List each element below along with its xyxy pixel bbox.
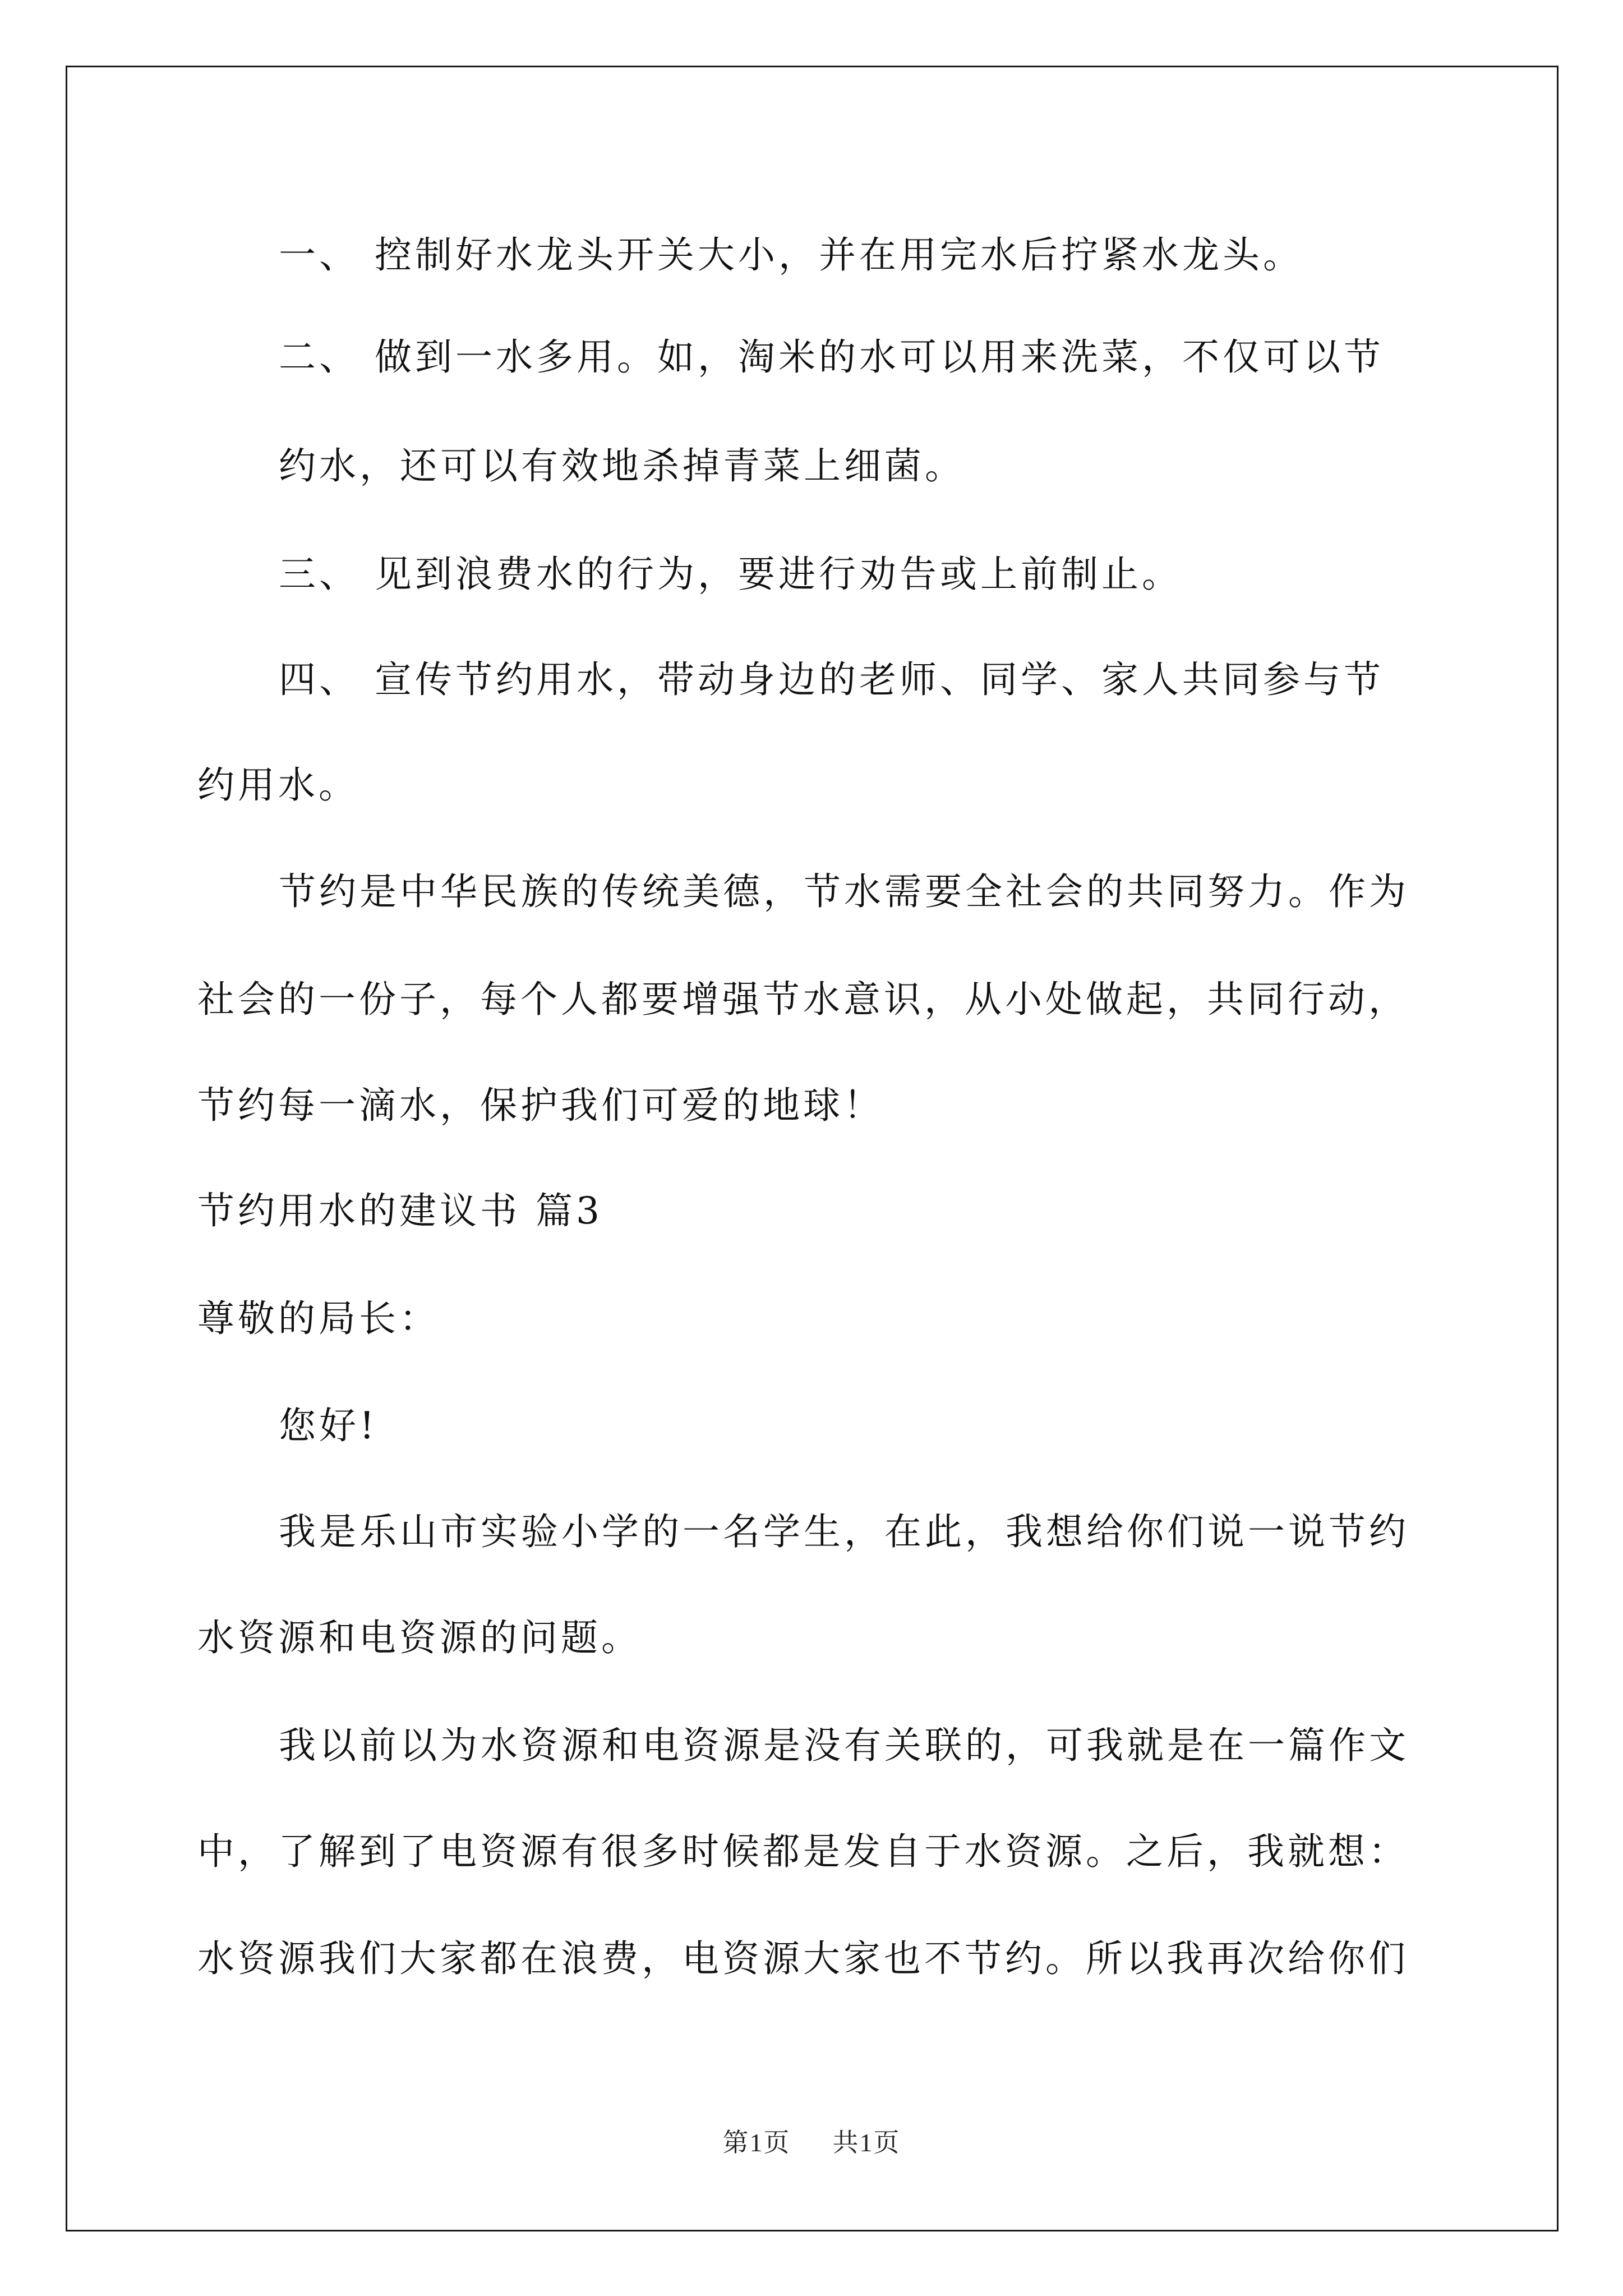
salutation: 尊敬的局长： <box>197 1297 440 1340</box>
page-footer <box>0 2126 1623 2160</box>
page-border <box>66 66 1559 2231</box>
paragraph-line: 水资源我们大家都在浪费，电资源大家也不节约。所以我再次给你们 <box>197 1937 1409 1980</box>
page-total: 共1页 <box>832 2128 901 2157</box>
page-number: 第1页 <box>722 2128 791 2157</box>
paragraph-line: 节约是中华民族的传统美德，节水需要全社会的共同努力。作为 <box>279 870 1409 913</box>
greeting: 您好! <box>279 1404 378 1447</box>
paragraph-line: 我以前以为水资源和电资源是没有关联的，可我就是在一篇作文 <box>279 1724 1409 1767</box>
paragraph-line: 二、 做到一水多用。如，淘米的水可以用来洗菜，不仅可以节 <box>279 335 1384 379</box>
paragraph-line: 四、 宣传节约用水，带动身边的老师、同学、家人共同参与节 <box>279 658 1384 701</box>
paragraph-line: 水资源和电资源的问题。 <box>197 1616 642 1659</box>
section-heading: 节约用水的建议书 篇3 <box>197 1189 603 1232</box>
paragraph-line: 三、 见到浪费水的行为，要进行劝告或上前制止。 <box>279 553 1182 596</box>
paragraph-line: 中，了解到了电资源有很多时候都是发自于水资源。之后，我就想： <box>197 1830 1409 1873</box>
paragraph-line: 社会的一份子，每个人都要增强节水意识，从小处做起，共同行动， <box>197 978 1409 1021</box>
paragraph-line: 约水，还可以有效地杀掉青菜上细菌。 <box>279 444 965 487</box>
paragraph-line: 我是乐山市实验小学的一名学生，在此，我想给你们说一说节约 <box>279 1510 1409 1553</box>
paragraph-line: 一、 控制好水龙头开关大小，并在用完水后拧紧水龙头。 <box>279 233 1303 277</box>
paragraph-line: 节约每一滴水，保护我们可爱的地球！ <box>197 1084 884 1127</box>
paragraph-line: 约用水。 <box>197 763 359 807</box>
